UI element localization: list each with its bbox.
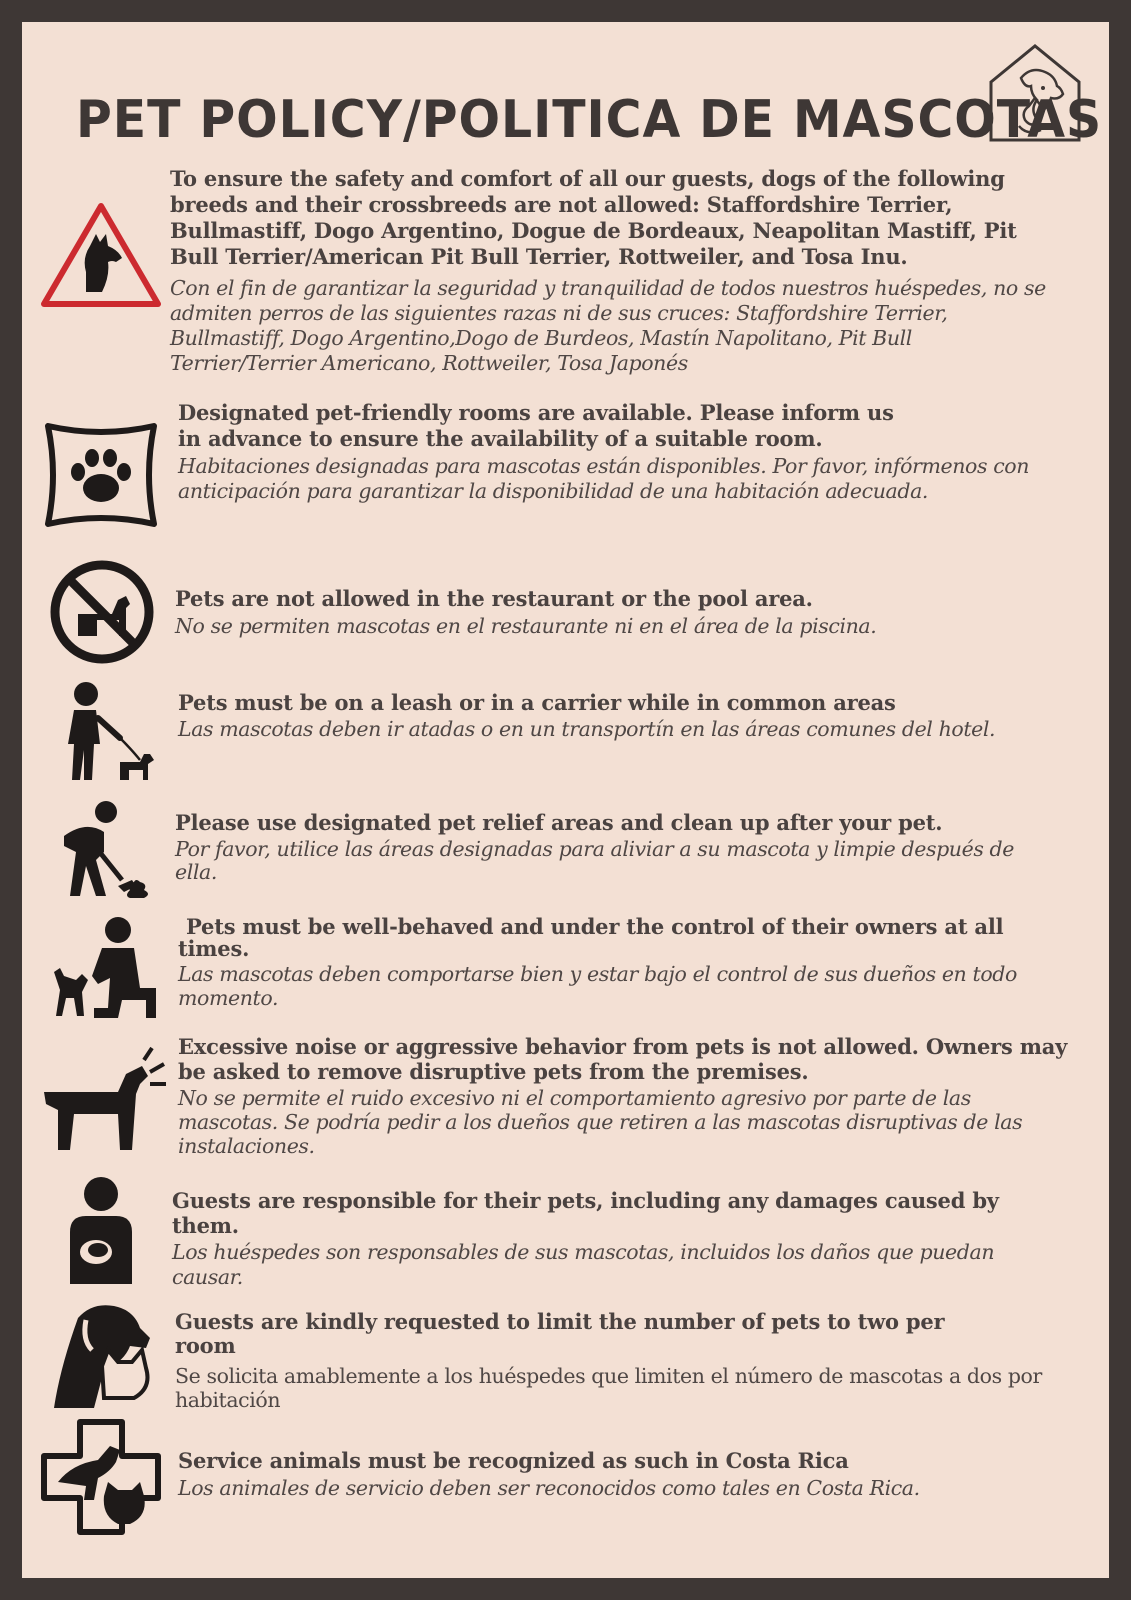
rule-9-spanish: Se solicita amablemente a los huéspedes que limiten el número de mascotas a dos por habitación [175,1364,1042,1412]
rule-4-english: Pets must be on a leash or in a carrier while in common areas [178,690,896,715]
rule-7-spanish: No se permite el ruido excesivo ni el comportamiento agresivo por parte de las mascotas. Se podría pedir a los dueños que retiren a las mascotas disruptivas de las instalaciones. [178,1086,1023,1158]
rule-5-spanish: Por favor, utilice las áreas designadas para aliviar a su mascota y limpie después de ella. [175,837,1015,884]
pet-policy-poster [22,22,1109,1578]
rule-3-english: Pets are not allowed in the restaurant or the pool area. [175,586,813,611]
rule-2-english: Designated pet-friendly rooms are available. Please inform us in advance to ensure the availability of a suitable room. [178,400,894,451]
rule-6-spanish: Las mascotas deben comportarse bien y estar bajo el control de sus dueños en todo momento. [178,962,1017,1010]
rule-4 [178,690,1038,740]
page-title: PET POLICY/POLITICA DE MASCOTAS [76,90,1103,150]
rule-9 [175,1310,1055,1412]
no-dogs-icon [48,558,156,666]
rule-10-spanish: Los animales de servicio deben ser reconocidos como tales en Costa Rica. [178,1476,920,1500]
rule-1 [170,166,1050,376]
rule-6-english: Pets must be well-behaved and under the control of their owners at all times. [178,914,1004,961]
rule-10 [178,1448,1058,1501]
dog-warning-triangle-icon [38,200,164,312]
paw-pillow-icon [40,418,162,532]
pet-waste-cleanup-icon [48,800,152,904]
rule-3-spanish: No se permiten mascotas en el restaurante ni en el área de la piscina. [175,614,877,638]
dog-and-cat-icon [48,1300,152,1408]
rule-2-spanish: Habitaciones designadas para mascotas están disponibles. Por favor, infórmenos con anticipación para garantizar la disponibilidad de una habitación adecuada. [178,454,1030,503]
rule-6 [178,916,1058,1010]
rule-9-english: Guests are kindly requested to limit the number of pets to two per room [175,1309,945,1358]
rule-7 [178,1034,1068,1158]
dog-walker-leash-icon [48,680,160,786]
rule-4-spanish: Las mascotas deben ir atadas o en un transportín en las áreas comunes del hotel. [178,717,996,741]
rule-10-english: Service animals must be recognized as such in Costa Rica [178,1448,849,1473]
rule-5 [175,810,1055,884]
rule-2 [178,400,1038,504]
service-animal-cross-icon [40,1418,162,1536]
rule-8-spanish: Los huéspedes son responsables de sus mascotas, incluidos los daños que puedan causar. [172,1240,995,1289]
rule-5-english: Please use designated pet relief areas and clean up after your pet. [175,810,943,835]
rule-8 [172,1188,1052,1290]
rule-8-english: Guests are responsible for their pets, including any damages caused by them. [172,1188,999,1238]
rule-3 [175,586,1055,639]
owner-with-dog-icon [48,916,160,1024]
person-holding-pet-icon [56,1176,146,1288]
pet-house-logo-icon [985,40,1085,145]
rule-1-spanish: Con el fin de garantizar la seguridad y tranquilidad de todos nuestros huéspedes, no se admiten perros de las siguientes razas ni de sus cruces: Staffordshire Terrier, Bullmastiff, Dogo Argentino,Dogo de Burdeos, Mastín Napolitano, Pit Bull Terrier/Terrier Americano, Rottweiler, Tosa Japonés [170,276,1046,375]
rule-7-english: Excessive noise or aggressive behavior from pets is not allowed. Owners may be asked to remove disruptive pets from the premises. [178,1034,1068,1084]
rule-1-english: To ensure the safety and comfort of all our guests, dogs of the following breeds and their crossbreeds are not allowed: Staffordshire Terrier, Bullmastiff, Dogo Argentino, Dogue de Bordeaux, Neapolitan Mastiff, Pit Bull Terrier/American Pit Bull Terrier, Rottweiler, and Tosa Inu. [170,166,1017,269]
barking-dog-icon [38,1046,168,1152]
